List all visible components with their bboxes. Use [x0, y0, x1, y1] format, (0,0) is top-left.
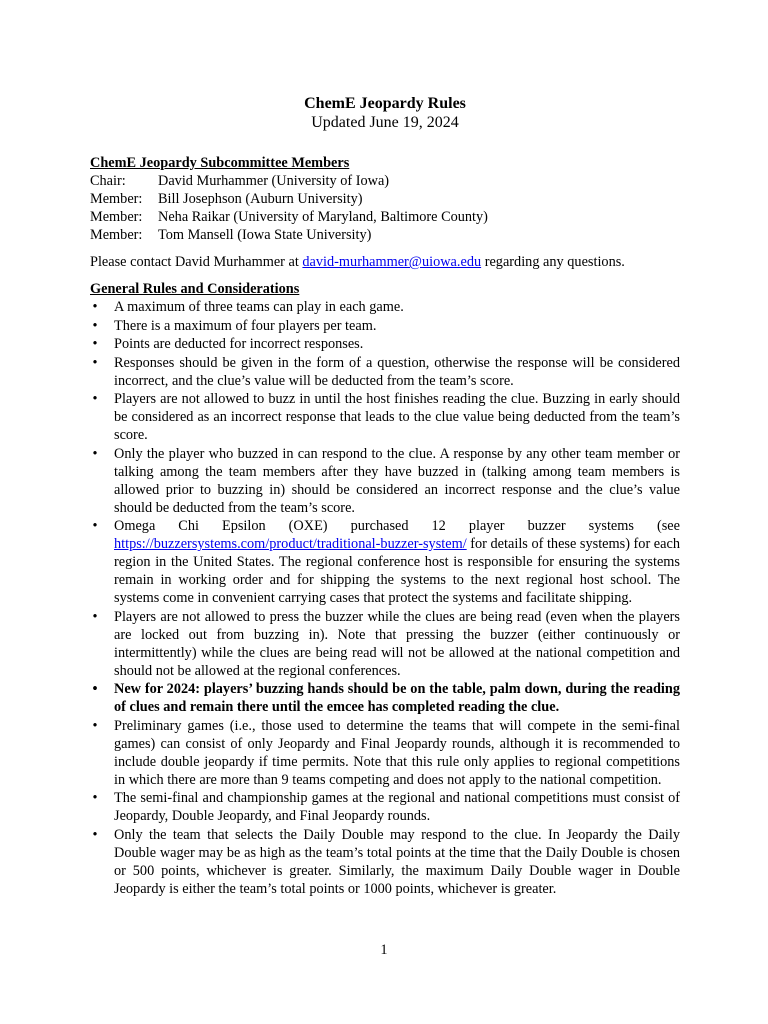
rule-item	[90, 335, 680, 353]
contact-email-link[interactable]: david-murhammer@uiowa.edu	[302, 254, 482, 270]
rule-item	[90, 445, 680, 517]
bullet-icon: •	[92, 826, 98, 843]
contact-text-before: Please contact David Murhammer at	[90, 254, 303, 270]
bullet-icon: •	[92, 518, 98, 534]
committee-member	[90, 190, 680, 208]
bullet-icon: •	[92, 336, 98, 352]
rule-item	[90, 354, 680, 390]
bullet-icon: •	[92, 391, 98, 407]
rule-item	[90, 608, 680, 680]
contact-line	[90, 253, 680, 271]
bullet-icon: •	[92, 608, 98, 625]
document-page	[90, 94, 680, 898]
member-name: Bill Josephson (Auburn University)	[158, 191, 363, 207]
committee-member	[90, 226, 680, 244]
rule-text: Players are not allowed to press the buzzer while the clues are being read (even when the players are locked out from buzzing in). Note that pressing the buzzer (either continuously or intermittently) while the clues are being read will not be allowed at the national competition and should not be allowed at the regional conferences.	[114, 608, 680, 679]
rule-text: A maximum of three teams can play in each game.	[114, 299, 404, 315]
rule-text: The semi-final and championship games at the regional and national competitions must consist of Jeopardy, Double Jeopardy, and Final Jeopardy rounds.	[114, 790, 680, 824]
page-number: 1	[380, 942, 388, 958]
member-role: Member:	[90, 227, 143, 243]
bullet-icon: •	[92, 317, 98, 334]
rule-text: Preliminary games (i.e., those used to determine the teams that will compete in the semi-final games) can consist of only Jeopardy and Final Jeopardy rounds, although it is recommended to include double jeopardy if time permits. Note that this rule only applies to regional competitions in which there are more than 9 teams competing and does not apply to the national competition.	[114, 717, 680, 788]
rule-item	[90, 789, 680, 825]
committee-member	[90, 172, 680, 190]
bullet-icon: •	[92, 354, 98, 371]
rule-text-before: Omega Chi Epsilon (OXE) purchased 12 player buzzer systems (see	[114, 518, 680, 534]
bullet-icon: •	[92, 681, 98, 697]
rule-text: Points are deducted for incorrect responses.	[114, 336, 364, 352]
member-name: Neha Raikar (University of Maryland, Baltimore County)	[158, 209, 488, 225]
rule-item	[90, 517, 680, 607]
committee-member-list	[90, 172, 680, 244]
rule-item	[90, 298, 680, 316]
bullet-icon: •	[92, 445, 98, 462]
bullet-icon: •	[92, 299, 98, 315]
rule-item-new-2024	[90, 680, 680, 716]
contact-text-after: regarding any questions.	[481, 254, 625, 270]
rules-list	[90, 298, 680, 898]
rules-heading: General Rules and Considerations	[90, 281, 300, 297]
committee-member	[90, 208, 680, 226]
member-name: Tom Mansell (Iowa State University)	[158, 227, 372, 243]
rule-item	[90, 390, 680, 444]
member-name: David Murhammer (University of Iowa)	[158, 173, 390, 189]
rule-text: There is a maximum of four players per team.	[114, 317, 377, 334]
rule-item	[90, 717, 680, 789]
rule-text-after: for details of these systems) for each region in the United States. The regional conference host is responsible for ensuring the systems remain in working order and for shipping the systems to the next regional host school. The systems come in convenient carrying cases that protect the systems and facilitate shipping.	[114, 536, 680, 606]
bullet-icon: •	[92, 717, 98, 734]
rule-text: New for 2024: players’ buzzing hands should be on the table, palm down, during the reading of clues and remain there until the emcee has completed reading the clue.	[114, 681, 680, 715]
rule-text: Players are not allowed to buzz in until the host finishes reading the clue. Buzzing in early should be considered as an incorrect response that leads to the clue value being deducted from the team’s score.	[114, 391, 680, 443]
member-role: Member:	[90, 209, 143, 225]
rule-text: Only the player who buzzed in can respond to the clue. A response by any other team member or talking among the team members after they have buzzed in (talking among team members is allowed prior to buzzing in) should be considered an incorrect response and the clue’s value should be deducted from the team’s score.	[114, 445, 680, 516]
rule-text: Responses should be given in the form of a question, otherwise the response will be considered incorrect, and the clue’s value will be deducted from the team’s score.	[114, 354, 680, 389]
document-subtitle: Updated June 19, 2024	[311, 114, 459, 131]
member-role: Chair:	[90, 173, 126, 189]
member-role: Member:	[90, 191, 143, 207]
rule-text: Only the team that selects the Daily Double may respond to the clue. In Jeopardy the Daily Double wager may be as high as the team’s total points at the time that the Daily Double is chosen or 500 points, whichever is greater. Similarly, the maximum Daily Double wager in Double Jeopardy is either the team’s total points or 1000 points, whichever is greater.	[114, 826, 680, 897]
committee-heading: ChemE Jeopardy Subcommittee Members	[90, 155, 350, 171]
rule-item	[90, 317, 680, 335]
rule-item	[90, 826, 680, 898]
bullet-icon: •	[92, 790, 98, 806]
document-title: ChemE Jeopardy Rules	[304, 95, 466, 112]
buzzer-systems-link[interactable]: https://buzzersystems.com/product/traditional-buzzer-system/	[114, 536, 467, 552]
